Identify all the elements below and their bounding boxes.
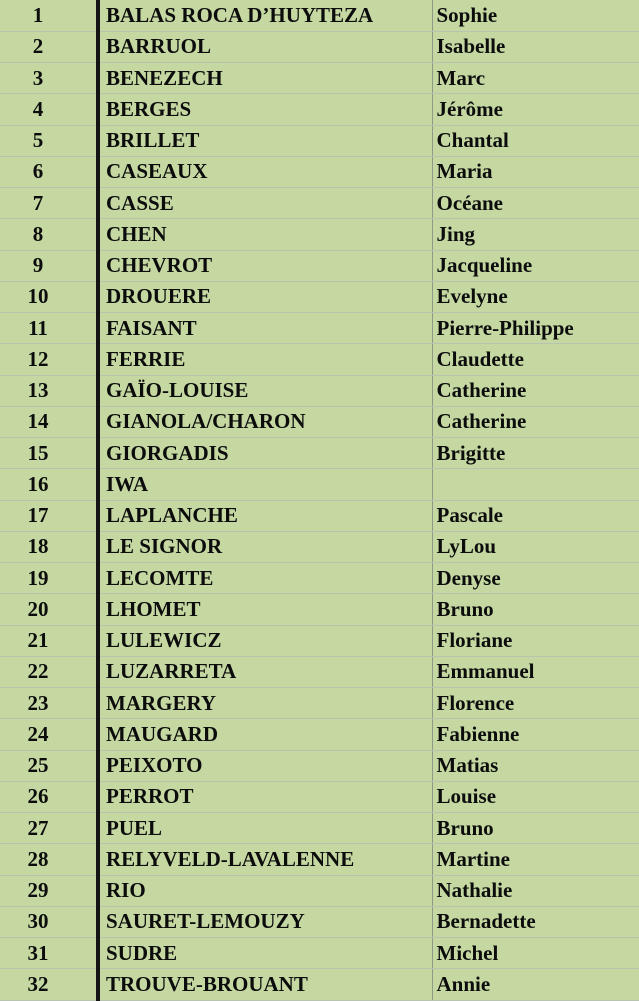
row-number-cell: 4 <box>0 94 98 125</box>
table-row <box>0 625 639 656</box>
table-row <box>0 250 639 281</box>
row-number-cell: 11 <box>0 313 98 344</box>
first-name-cell: Bruno <box>432 594 639 625</box>
last-name-cell: PUEL <box>98 813 432 844</box>
table-row <box>0 563 639 594</box>
first-name-cell: Evelyne <box>432 281 639 312</box>
table-row <box>0 188 639 219</box>
first-name-cell: Emmanuel <box>432 656 639 687</box>
row-number-cell: 32 <box>0 969 98 1000</box>
last-name-cell: LECOMTE <box>98 563 432 594</box>
last-name-cell: LUZARRETA <box>98 656 432 687</box>
row-number-cell: 17 <box>0 500 98 531</box>
first-name-cell: Claudette <box>432 344 639 375</box>
last-name-cell: PEIXOTO <box>98 750 432 781</box>
last-name-cell: CASEAUX <box>98 156 432 187</box>
table-row <box>0 719 639 750</box>
table-row <box>0 281 639 312</box>
row-number-cell: 9 <box>0 250 98 281</box>
first-name-cell: Maria <box>432 156 639 187</box>
table-row <box>0 688 639 719</box>
first-name-cell: Denyse <box>432 563 639 594</box>
table-row <box>0 750 639 781</box>
first-name-cell: Louise <box>432 781 639 812</box>
first-name-cell: Catherine <box>432 406 639 437</box>
row-number-cell: 29 <box>0 875 98 906</box>
table-row <box>0 375 639 406</box>
first-name-cell: Matias <box>432 750 639 781</box>
row-number-cell: 21 <box>0 625 98 656</box>
first-name-cell: Annie <box>432 969 639 1000</box>
first-name-cell: LyLou <box>432 531 639 562</box>
table-row <box>0 969 639 1000</box>
last-name-cell: GIORGADIS <box>98 438 432 469</box>
last-name-cell: CASSE <box>98 188 432 219</box>
row-number-cell: 2 <box>0 31 98 62</box>
table-row <box>0 313 639 344</box>
row-number-cell: 1 <box>0 0 98 31</box>
first-name-cell: Bruno <box>432 813 639 844</box>
last-name-cell: SUDRE <box>98 938 432 969</box>
first-name-cell: Nathalie <box>432 875 639 906</box>
first-name-cell <box>432 469 639 500</box>
last-name-cell: FAISANT <box>98 313 432 344</box>
last-name-cell: FERRIE <box>98 344 432 375</box>
last-name-cell: BRILLET <box>98 125 432 156</box>
row-number-cell: 18 <box>0 531 98 562</box>
row-number-cell: 13 <box>0 375 98 406</box>
row-number-cell: 10 <box>0 281 98 312</box>
row-number-cell: 20 <box>0 594 98 625</box>
first-name-cell: Floriane <box>432 625 639 656</box>
table-row <box>0 156 639 187</box>
table-row <box>0 438 639 469</box>
first-name-cell: Jacqueline <box>432 250 639 281</box>
last-name-cell: IWA <box>98 469 432 500</box>
last-name-cell: MAUGARD <box>98 719 432 750</box>
last-name-cell: GAÏO-LOUISE <box>98 375 432 406</box>
last-name-cell: BERGES <box>98 94 432 125</box>
first-name-cell: Jérôme <box>432 94 639 125</box>
last-name-cell: BENEZECH <box>98 63 432 94</box>
row-number-cell: 6 <box>0 156 98 187</box>
table-row <box>0 906 639 937</box>
first-name-cell: Pierre-Philippe <box>432 313 639 344</box>
row-number-cell: 30 <box>0 906 98 937</box>
last-name-cell: CHEVROT <box>98 250 432 281</box>
row-number-cell: 14 <box>0 406 98 437</box>
first-name-cell: Pascale <box>432 500 639 531</box>
last-name-cell: LULEWICZ <box>98 625 432 656</box>
first-name-cell: Michel <box>432 938 639 969</box>
last-name-cell: MARGERY <box>98 688 432 719</box>
table-row <box>0 813 639 844</box>
last-name-cell: GIANOLA/CHARON <box>98 406 432 437</box>
first-name-cell: Florence <box>432 688 639 719</box>
first-name-cell: Catherine <box>432 375 639 406</box>
row-number-cell: 25 <box>0 750 98 781</box>
first-name-cell: Isabelle <box>432 31 639 62</box>
row-number-cell: 22 <box>0 656 98 687</box>
row-number-cell: 23 <box>0 688 98 719</box>
table-row <box>0 63 639 94</box>
table-row <box>0 31 639 62</box>
table-row <box>0 781 639 812</box>
last-name-cell: PERROT <box>98 781 432 812</box>
last-name-cell: CHEN <box>98 219 432 250</box>
row-number-cell: 12 <box>0 344 98 375</box>
table-row <box>0 500 639 531</box>
table-row <box>0 875 639 906</box>
row-number-cell: 5 <box>0 125 98 156</box>
first-name-cell: Bernadette <box>432 906 639 937</box>
row-number-cell: 24 <box>0 719 98 750</box>
first-name-cell: Fabienne <box>432 719 639 750</box>
row-number-cell: 26 <box>0 781 98 812</box>
row-number-cell: 7 <box>0 188 98 219</box>
row-number-cell: 8 <box>0 219 98 250</box>
row-number-cell: 31 <box>0 938 98 969</box>
last-name-cell: LAPLANCHE <box>98 500 432 531</box>
table-row <box>0 531 639 562</box>
row-number-cell: 16 <box>0 469 98 500</box>
row-number-cell: 28 <box>0 844 98 875</box>
table-row <box>0 844 639 875</box>
first-name-cell: Chantal <box>432 125 639 156</box>
table-row <box>0 594 639 625</box>
row-number-cell: 15 <box>0 438 98 469</box>
row-number-cell: 3 <box>0 63 98 94</box>
row-number-cell: 27 <box>0 813 98 844</box>
table-row <box>0 656 639 687</box>
first-name-cell: Marc <box>432 63 639 94</box>
table-row <box>0 469 639 500</box>
table-row <box>0 125 639 156</box>
last-name-cell: TROUVE-BROUANT <box>98 969 432 1000</box>
table-row <box>0 0 639 31</box>
table-row <box>0 938 639 969</box>
table-row <box>0 219 639 250</box>
last-name-cell: LE SIGNOR <box>98 531 432 562</box>
first-name-cell: Martine <box>432 844 639 875</box>
last-name-cell: LHOMET <box>98 594 432 625</box>
last-name-cell: RELYVELD-LAVALENNE <box>98 844 432 875</box>
last-name-cell: SAURET-LEMOUZY <box>98 906 432 937</box>
last-name-cell: DROUERE <box>98 281 432 312</box>
table-row <box>0 94 639 125</box>
table-row <box>0 406 639 437</box>
first-name-cell: Océane <box>432 188 639 219</box>
first-name-cell: Sophie <box>432 0 639 31</box>
first-name-cell: Jing <box>432 219 639 250</box>
last-name-cell: BALAS ROCA D’HUYTEZA <box>98 0 432 31</box>
table-row <box>0 344 639 375</box>
first-name-cell: Brigitte <box>432 438 639 469</box>
last-name-cell: RIO <box>98 875 432 906</box>
row-number-cell: 19 <box>0 563 98 594</box>
last-name-cell: BARRUOL <box>98 31 432 62</box>
